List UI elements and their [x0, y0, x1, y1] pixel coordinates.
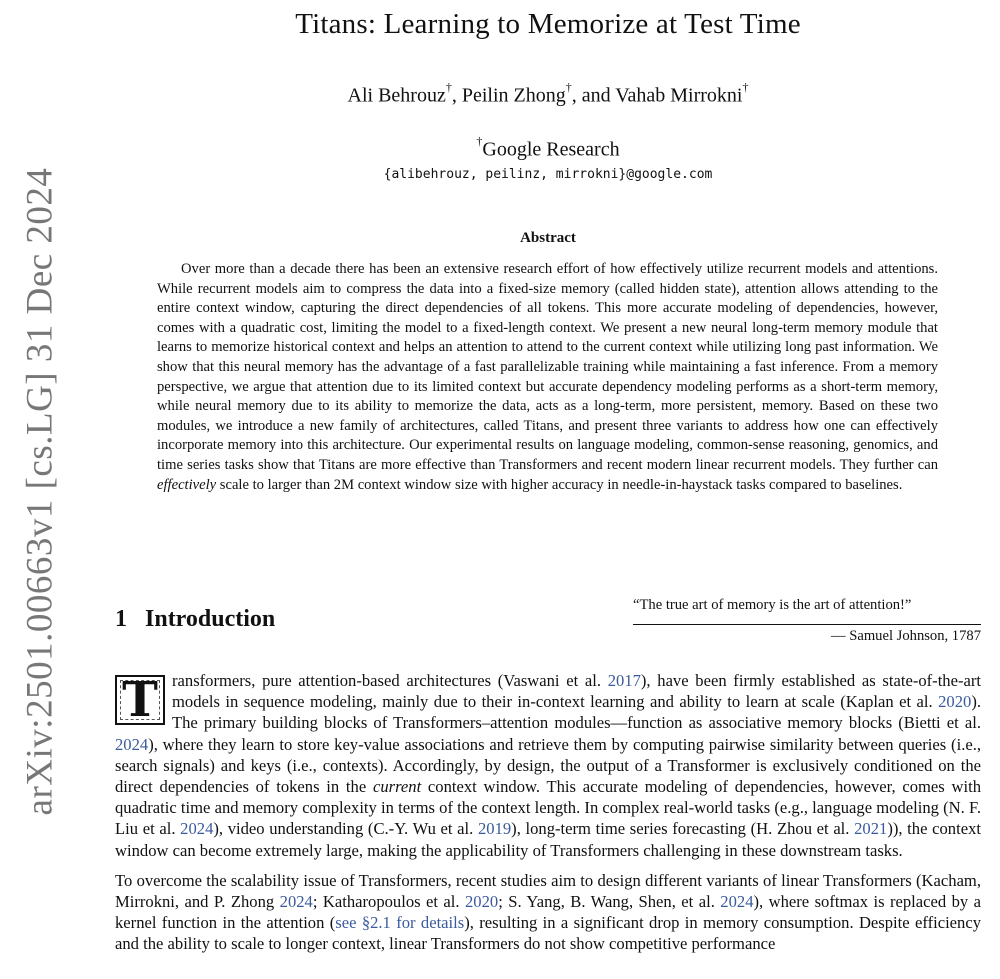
author-separator: , [451, 84, 462, 107]
intro-text: ), where softmax is replaced by a kernel function in the attention ( [115, 892, 982, 933]
dropcap-letter: T [122, 672, 158, 728]
intro-text: ; S. Yang, B. Wang, Shen, et al. [498, 892, 721, 912]
intro-text: ). The primary building blocks of Transformers–attention modules—function as associative memory blocks (Bietti et al. [172, 692, 981, 733]
intro-text: ), video understanding (C.-Y. Wu et al. [213, 819, 478, 839]
citation-link[interactable]: 2019 [477, 819, 512, 839]
abstract-body [157, 260, 938, 495]
citation-link[interactable]: 2020 [465, 892, 499, 912]
intro-text: To overcome the scalability issue of Transformers, recent studies aim to design different variants of linear Transformers (Kacham, Mirrokni, and P. Zhong [115, 870, 981, 912]
affiliation [0, 134, 1000, 162]
intro-text: ransformers, pure attention-based architectures (Vaswani et al. [172, 671, 608, 690]
ornamental-dropcap [115, 672, 165, 728]
affiliation-mark: † [565, 80, 572, 94]
affiliation-mark: † [445, 80, 452, 94]
intro-text: ), have been firmly established as state-of-the-art models in sequence modeling, mainly due to their in-context learning and ability to learn at scale (Kaplan et al. [172, 671, 981, 712]
affiliation-mark: † [742, 80, 749, 94]
section-number: 1 [115, 606, 127, 632]
citation-link[interactable]: 2024 [279, 892, 313, 912]
introduction-body [115, 670, 981, 964]
abstract-text: scale to larger than 2M context window size with higher accuracy in needle-in-haystack tasks compared to baselines. [216, 476, 903, 493]
section-title: Introduction [145, 606, 276, 632]
section-reference-link[interactable]: see §2.1 for details [335, 913, 465, 933]
intro-text: ), resulting in a significant drop in memory consumption. Despite efficiency and the ability to scale to longer context, linear Transformers do not show competitive performance [115, 913, 982, 954]
intro-text: ), long-term time series forecasting (H. Zhou et al. [511, 819, 855, 839]
epigraph-rule [633, 624, 981, 625]
affiliation-mark: † [476, 134, 483, 148]
section-heading [115, 606, 275, 633]
author-name: Ali Behrouz [347, 84, 446, 107]
paper-title: Titans: Learning to Memorize at Test Time [295, 8, 801, 40]
author-separator: , and [571, 84, 616, 107]
intro-text: ), where they learn to store key-value associations and retrieve them by computing pairwise similarity between queries (i.e., search signals) and keys (i.e., contexts). Accordingly, by design, the output of a Transformer is exclusively conditioned on the direct dependencies of tokens in the [115, 734, 981, 797]
author-name: Peilin Zhong [461, 84, 566, 107]
arxiv-identifier-stamp: arXiv:2501.00663v1 [cs.LG] 31 Dec 2024 [19, 167, 61, 816]
citation-link[interactable]: 2024 [720, 892, 754, 912]
author-emails[interactable]: {alibehrouz, peilinz, mirrokni}@google.com [383, 167, 713, 182]
abstract-heading: Abstract [520, 230, 576, 246]
intro-text: context window. This accurate modeling of dependencies, however, comes with quadratic time and memory complexity in terms of the context length. In complex real-world tasks (e.g., language modeling (N. F. Liu et al. [115, 777, 982, 839]
citation-link[interactable]: 2021 [854, 819, 888, 839]
intro-paragraph [115, 670, 981, 861]
epigraph-quote: “The true art of memory is the art of attention!” [633, 597, 912, 613]
citation-link[interactable]: 2024 [115, 734, 149, 754]
citation-link[interactable]: 2020 [938, 692, 972, 712]
intro-text: ; Katharopoulos et al. [312, 892, 465, 912]
affiliation-name: Google Research [482, 138, 620, 161]
epigraph [633, 597, 981, 645]
epigraph-attribution: — Samuel Johnson, 1787 [831, 628, 981, 644]
citation-link[interactable]: 2024 [180, 819, 214, 839]
intro-text: )), the context window can become extremely large, making the applicability of Transformers challenging in these downstream tasks. [115, 819, 981, 860]
author-name: Vahab Mirrokni [615, 84, 743, 107]
intro-paragraph [115, 870, 981, 955]
author-list [0, 80, 1000, 108]
abstract-emphasis: effectively [157, 476, 217, 493]
citation-link[interactable]: 2017 [607, 671, 641, 690]
abstract-text: Over more than a decade there has been an extensive research effort of how effectively utilize recurrent models and attentions. While recurrent models aim to compress the data into a fixed-size memory (called hidden state), attention allows attending to the entire context window, capturing the direct dependencies of all tokens. This more accurate modeling of dependencies, however, comes with a quadratic cost, limiting the model to a fixed-length context. We present a new neural long-term memory module that learns to memorize historical context and helps an attention to attend to the current context while utilizing long past information. We show that this neural memory has the advantage of a fast parallelizable training while maintaining a fast inference. From a memory perspective, we argue that attention due to its limited context but accurate dependency modeling performs as a short-term memory, while neural memory due to its ability to memorize the data, acts as a long-term, more persistent, memory. Based on these two modules, we introduce a new family of architectures, called Titans, and present three variants to address how one can effectively incorporate memory into this architecture. Our experimental results on language modeling, common-sense reasoning, genomics, and time series tasks show that Titans are more effective than Transformers and recent modern linear recurrent models. They further can [157, 261, 938, 473]
intro-emphasis: current [372, 777, 422, 797]
